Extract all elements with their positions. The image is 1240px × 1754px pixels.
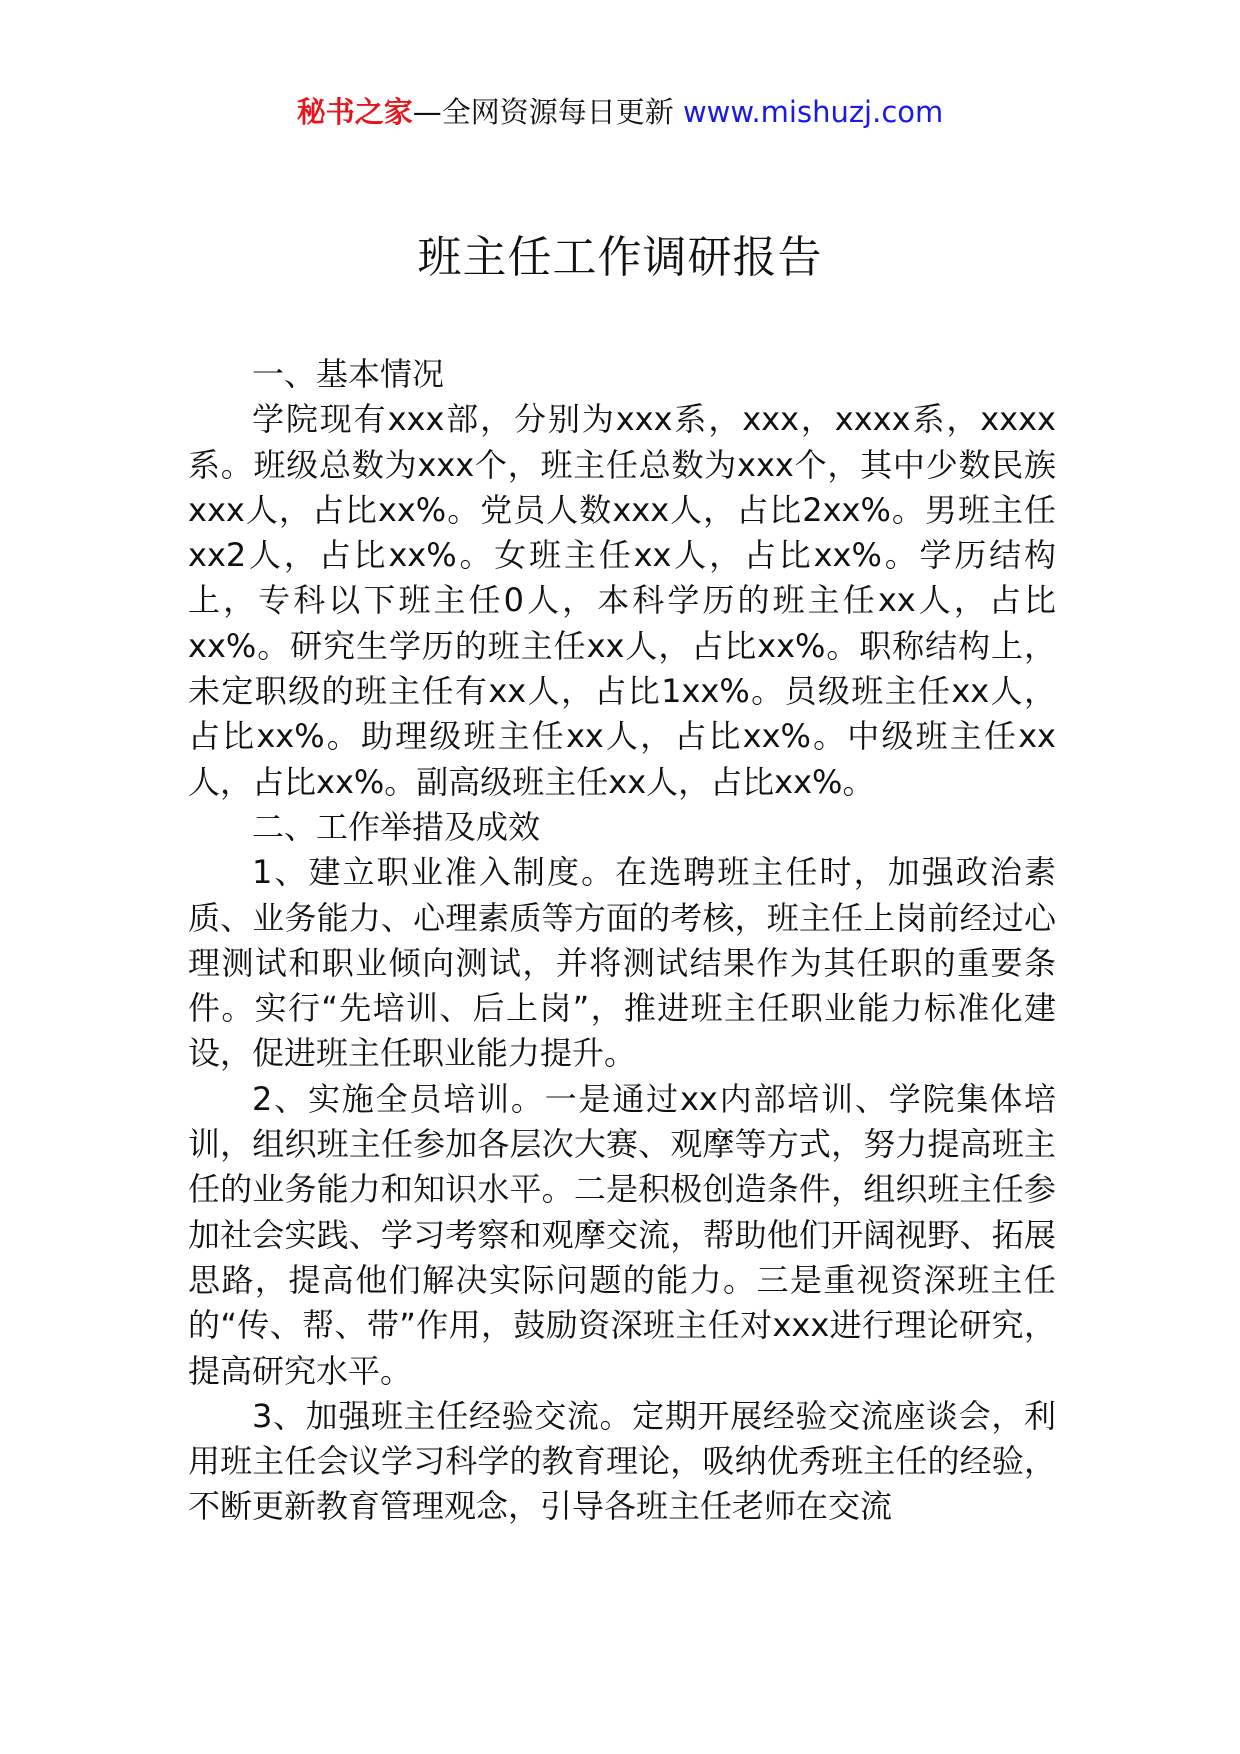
site-url-link[interactable]: www.mishuzj.com: [682, 95, 944, 129]
header-slogan: —全网资源每日更新: [412, 95, 674, 129]
paragraph-basic-info: 学院现有xxx部，分别为xxx系，xxx，xxxx系，xxxx系。班级总数为xxx个，班主任总数为xxx个，其中少数民族xxx人，占比xx%。党员人数xxx人，占比2xx%。男班主任xx2人，占比xx%。女班主任xx人，占比xx%。学历结构上，专科以下班主任0人，本科学历的班主任xx人，占比xx%。研究生学历的班主任xx人，占比xx%。职称结构上，未定职级的班主任有xx人，占比1xx%。员级班主任xx人，占比xx%。助理级班主任xx人，占比xx%。中级班主任xx人，占比xx%。副高级班主任xx人，占比xx%。: [188, 400, 1056, 801]
document-title: 班主任工作调研报告: [417, 232, 823, 283]
site-header: [0, 92, 1240, 132]
paragraph-measure-2: 2、实施全员培训。一是通过xx内部培训、学院集体培训，组织班主任参加各层次大赛、观摩等方式，努力提高班主任的业务能力和知识水平。二是积极创造条件，组织班主任参加社会实践、学习考察和观摩交流，帮助他们开阔视野、拓展思路，提高他们解决实际问题的能力。三是重视资深班主任的“传、帮、带”作用，鼓励资深班主任对xxx进行理论研究，提高研究水平。: [188, 1079, 1056, 1390]
section-heading-measures: 二、工作举措及成效: [252, 807, 541, 846]
document-body: [188, 352, 1056, 1530]
paragraph-measure-3: 3、加强班主任经验交流。定期开展经验交流座谈会，利用班主任会议学习科学的教育理论，吸纳优秀班主任的经验，不断更新教育管理观念，引导各班主任老师在交流: [188, 1396, 1056, 1526]
brand-name: 秘书之家: [296, 95, 413, 129]
section-heading-basic-info: 一、基本情况: [252, 355, 445, 393]
paragraph-measure-1: 1、建立职业准入制度。在选聘班主任时，加强政治素质、业务能力、心理素质等方面的考核，班主任上岗前经过心理测试和职业倾向测试，并将测试结果作为其任职的重要条件。实行“先培训、后上岗”，推进班主任职业能力标准化建设，促进班主任职业能力提升。: [188, 853, 1056, 1073]
